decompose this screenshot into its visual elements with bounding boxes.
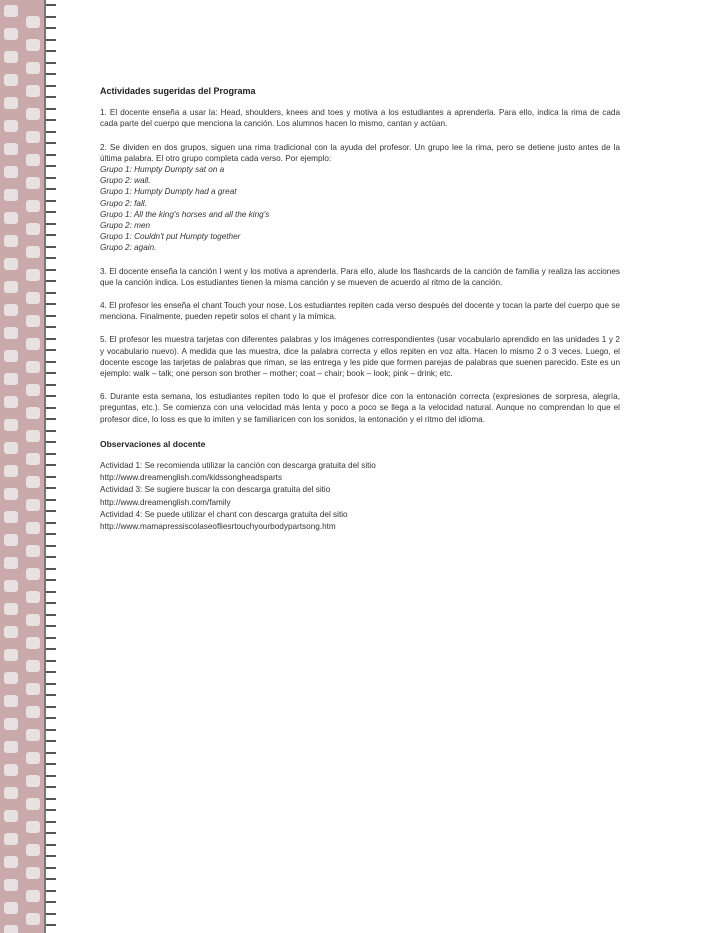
strip-tick — [46, 798, 56, 800]
strip-tick — [46, 878, 56, 880]
strip-square — [4, 235, 18, 247]
activity-4: 4. El profesor les enseña el chant Touch your nose. Los estudiantes repiten cada verso después del docente y tocan la parte del cuerpo que se menciona. Finalmente, pueden repetir solos el chant y la mímica. — [100, 301, 620, 322]
strip-tick — [46, 729, 56, 731]
strip-tick — [46, 16, 56, 18]
strip-square — [4, 327, 18, 339]
strip-square — [4, 787, 18, 799]
strip-square — [26, 177, 40, 189]
strip-tick — [46, 545, 56, 547]
strip-tick — [46, 188, 56, 190]
strip-tick — [46, 292, 56, 294]
strip-square — [4, 718, 18, 730]
strip-tick — [46, 786, 56, 788]
strip-tick — [46, 303, 56, 305]
strip-square — [4, 189, 18, 201]
strip-tick — [46, 96, 56, 98]
strip-tick — [46, 407, 56, 409]
strip-square — [26, 453, 40, 465]
strip-tick — [46, 269, 56, 271]
strip-tick — [46, 694, 56, 696]
strip-square — [26, 223, 40, 235]
strip-tick — [46, 315, 56, 317]
observation-link[interactable]: http://www.dreamenglish.com/kidssongheadsparts — [100, 473, 283, 483]
strip-square — [26, 338, 40, 350]
strip-square — [4, 51, 18, 63]
strip-tick — [46, 522, 56, 524]
strip-tick — [46, 73, 56, 75]
strip-tick — [46, 591, 56, 593]
strip-column-right — [22, 0, 44, 933]
strip-tick — [46, 625, 56, 627]
strip-tick — [46, 821, 56, 823]
strip-square — [4, 534, 18, 546]
observation-line: Actividad 3: Se sugiere buscar la con descarga gratuita del sitio — [100, 485, 331, 495]
strip-tick — [46, 246, 56, 248]
strip-square — [26, 683, 40, 695]
strip-tick — [46, 50, 56, 52]
strip-tick — [46, 637, 56, 639]
strip-square — [26, 16, 40, 28]
rhyme-line: Grupo 1: Humpty Dumpty sat on a — [100, 165, 225, 175]
strip-square — [26, 913, 40, 925]
activity-6: 6. Durante esta semana, los estudiantes repiten todo lo que el profesor dice con la entonación correcta (expresiones de sorpresa, alegría, preguntas, etc.). Se comienza con una velocidad más lenta y poco a poco se llega a la velocidad natural. Aunque no comprendan lo que el profesor dice, lo loss es que lo imiten y se familiaricen con los sonidos, la entonación y el ritmo del idioma. — [100, 392, 620, 424]
strip-square — [26, 729, 40, 741]
strip-tick — [46, 533, 56, 535]
strip-square — [4, 28, 18, 40]
strip-square — [26, 476, 40, 488]
strip-square — [26, 131, 40, 143]
rhyme-line: Grupo 2: wall. — [100, 176, 151, 186]
strip-square — [4, 304, 18, 316]
strip-tick — [46, 361, 56, 363]
rhyme-line: Grupo 2: men — [100, 221, 151, 231]
strip-tick — [46, 223, 56, 225]
strip-square — [4, 212, 18, 224]
strip-tick — [46, 740, 56, 742]
strip-square — [26, 200, 40, 212]
strip-square — [4, 879, 18, 891]
strip-square — [4, 833, 18, 845]
activity-2-intro: 2. Se dividen en dos grupos, siguen una rima tradicional con la ayuda del profesor. Un grupo lee la rima, pero se detiene justo antes de la última palabra. El otro grupo completa cada verso. Por ejemplo: — [100, 142, 620, 163]
strip-edge-line — [44, 0, 46, 933]
strip-square — [4, 603, 18, 615]
rhyme-line: Grupo 2: again. — [100, 243, 157, 253]
rhyme-line: Grupo 1: Humpty Dumpty had a great — [100, 187, 237, 197]
strip-tick — [46, 4, 56, 6]
strip-square — [26, 844, 40, 856]
observation-link[interactable]: http://www.mamapressiscolaseofliesrtouchyourbodypartsong.htm — [100, 522, 336, 532]
strip-tick — [46, 234, 56, 236]
strip-square — [4, 511, 18, 523]
strip-tick — [46, 510, 56, 512]
observation-link[interactable]: http://www.dreamenglish.com/family — [100, 497, 231, 507]
strip-tick — [46, 706, 56, 708]
strip-square — [4, 695, 18, 707]
strip-square — [26, 384, 40, 396]
strip-square — [4, 350, 18, 362]
strip-tick — [46, 487, 56, 489]
strip-tick — [46, 85, 56, 87]
strip-tick — [46, 108, 56, 110]
strip-square — [26, 361, 40, 373]
rhyme-line: Grupo 1: All the king's horses and all the king's — [100, 209, 270, 219]
strip-tick — [46, 372, 56, 374]
strip-tick — [46, 384, 56, 386]
strip-square — [4, 442, 18, 454]
strip-tick — [46, 338, 56, 340]
rhyme-line: Grupo 2: fall. — [100, 198, 147, 208]
strip-square — [4, 856, 18, 868]
strip-square — [4, 74, 18, 86]
strip-tick — [46, 349, 56, 351]
strip-tick — [46, 499, 56, 501]
strip-tick — [46, 326, 56, 328]
strip-tick — [46, 165, 56, 167]
activity-2 — [100, 142, 620, 254]
strip-tick — [46, 648, 56, 650]
strip-tick — [46, 832, 56, 834]
strip-tick — [46, 177, 56, 179]
strip-square — [4, 764, 18, 776]
observations-heading: Observaciones al docente — [100, 438, 206, 449]
strip-square — [26, 62, 40, 74]
observation-line: Actividad 4: Se puede utilizar el chant con descarga gratuita del sitio — [100, 509, 348, 519]
strip-square — [4, 672, 18, 684]
strip-square — [26, 798, 40, 810]
observations-list — [100, 460, 620, 532]
strip-square — [26, 292, 40, 304]
strip-square — [26, 890, 40, 902]
strip-square — [26, 499, 40, 511]
strip-tick — [46, 211, 56, 213]
strip-tick — [46, 924, 56, 926]
strip-square — [26, 545, 40, 557]
strip-square — [26, 430, 40, 442]
strip-tick — [46, 556, 56, 558]
strip-tick — [46, 775, 56, 777]
strip-square — [26, 85, 40, 97]
strip-square — [4, 281, 18, 293]
strip-square — [4, 143, 18, 155]
strip-square — [4, 5, 18, 17]
strip-tick — [46, 614, 56, 616]
strip-square — [4, 488, 18, 500]
strip-tick — [46, 464, 56, 466]
strip-tick — [46, 568, 56, 570]
strip-square — [26, 522, 40, 534]
strip-tick — [46, 395, 56, 397]
decorative-film-strip — [0, 0, 56, 933]
strip-square — [4, 557, 18, 569]
strip-square — [26, 706, 40, 718]
strip-square — [26, 637, 40, 649]
strip-tick — [46, 119, 56, 121]
strip-tick — [46, 154, 56, 156]
strip-tick — [46, 27, 56, 29]
strip-square — [4, 902, 18, 914]
strip-square — [26, 269, 40, 281]
strip-tick — [46, 579, 56, 581]
strip-square — [4, 97, 18, 109]
strip-square — [26, 752, 40, 764]
strip-tick — [46, 602, 56, 604]
strip-square — [4, 925, 18, 933]
strip-tick — [46, 671, 56, 673]
strip-tick — [46, 131, 56, 133]
strip-square — [26, 39, 40, 51]
strip-tick — [46, 809, 56, 811]
strip-square — [4, 419, 18, 431]
document-page — [100, 86, 620, 533]
strip-square — [4, 810, 18, 822]
strip-square — [26, 821, 40, 833]
observation-line: Actividad 1: Se recomienda utilizar la canción con descarga gratuita del sitio — [100, 461, 376, 471]
strip-tick — [46, 890, 56, 892]
strip-square — [4, 649, 18, 661]
strip-tick — [46, 683, 56, 685]
strip-tick — [46, 280, 56, 282]
strip-square — [4, 120, 18, 132]
strip-tick — [46, 430, 56, 432]
strip-tick — [46, 763, 56, 765]
strip-square — [26, 775, 40, 787]
strip-tick — [46, 913, 56, 915]
strip-square — [26, 407, 40, 419]
strip-tick — [46, 257, 56, 259]
activity-5: 5. El profesor les muestra tarjetas con diferentes palabras y los imágenes correspondientes (usar vocabulario aprendido en las unidades 1 y 2 y vocabulario nuevo). A medida que las muestra, dice la palabra correcta y ellos repiten en voz alta. Hacen lo mismo 2 o 3 veces. Luego, el docente escoge las tarjetas de palabras que riman, se las entrega y les pide que formen parejas de palabras que suenen parecido. Este es un ejemplo: walk – talk; one person son brother – mother; coat – chair; book – look; pink – drink; etc. — [100, 335, 620, 379]
strip-tick — [46, 62, 56, 64]
page-title: Actividades sugeridas del Programa — [100, 86, 256, 96]
strip-square — [4, 626, 18, 638]
strip-column-left — [0, 0, 22, 933]
strip-tick — [46, 418, 56, 420]
strip-tick — [46, 855, 56, 857]
rhyme-line: Grupo 1: Couldn't put Humpty together — [100, 232, 241, 242]
activity-1: 1. El docente enseña a usar la: Head, shoulders, knees and toes y motiva a los estudiantes a aprenderla. Para ello, indica la rima de cada cada parte del cuerpo que menciona la canción. Los alumnos hacen lo mismo, cantan y actúan. — [100, 108, 620, 129]
strip-square — [26, 246, 40, 258]
strip-square — [4, 373, 18, 385]
strip-tick — [46, 200, 56, 202]
strip-square — [26, 568, 40, 580]
strip-square — [4, 741, 18, 753]
strip-square — [26, 315, 40, 327]
strip-tick — [46, 752, 56, 754]
strip-tick — [46, 476, 56, 478]
strip-square — [26, 108, 40, 120]
strip-tick — [46, 441, 56, 443]
strip-square — [4, 465, 18, 477]
strip-tick — [46, 142, 56, 144]
strip-tick — [46, 867, 56, 869]
strip-tick — [46, 453, 56, 455]
activity-3: 3. El docente enseña la canción I went y los motiva a aprenderla. Para ello, alude los flashcards de la canción de familia y realiza las acciones que la canción indica. Los estudiantes tienen la misma canción y se mueven de acuerdo al ritmo de la canción. — [100, 266, 620, 287]
strip-square — [4, 580, 18, 592]
strip-square — [4, 166, 18, 178]
strip-tick — [46, 717, 56, 719]
strip-tick — [46, 39, 56, 41]
strip-square — [26, 591, 40, 603]
strip-tick — [46, 844, 56, 846]
strip-square — [4, 396, 18, 408]
strip-square — [26, 660, 40, 672]
strip-square — [26, 614, 40, 626]
strip-tick — [46, 901, 56, 903]
strip-square — [26, 867, 40, 879]
strip-square — [26, 154, 40, 166]
strip-square — [4, 258, 18, 270]
strip-tick — [46, 660, 56, 662]
